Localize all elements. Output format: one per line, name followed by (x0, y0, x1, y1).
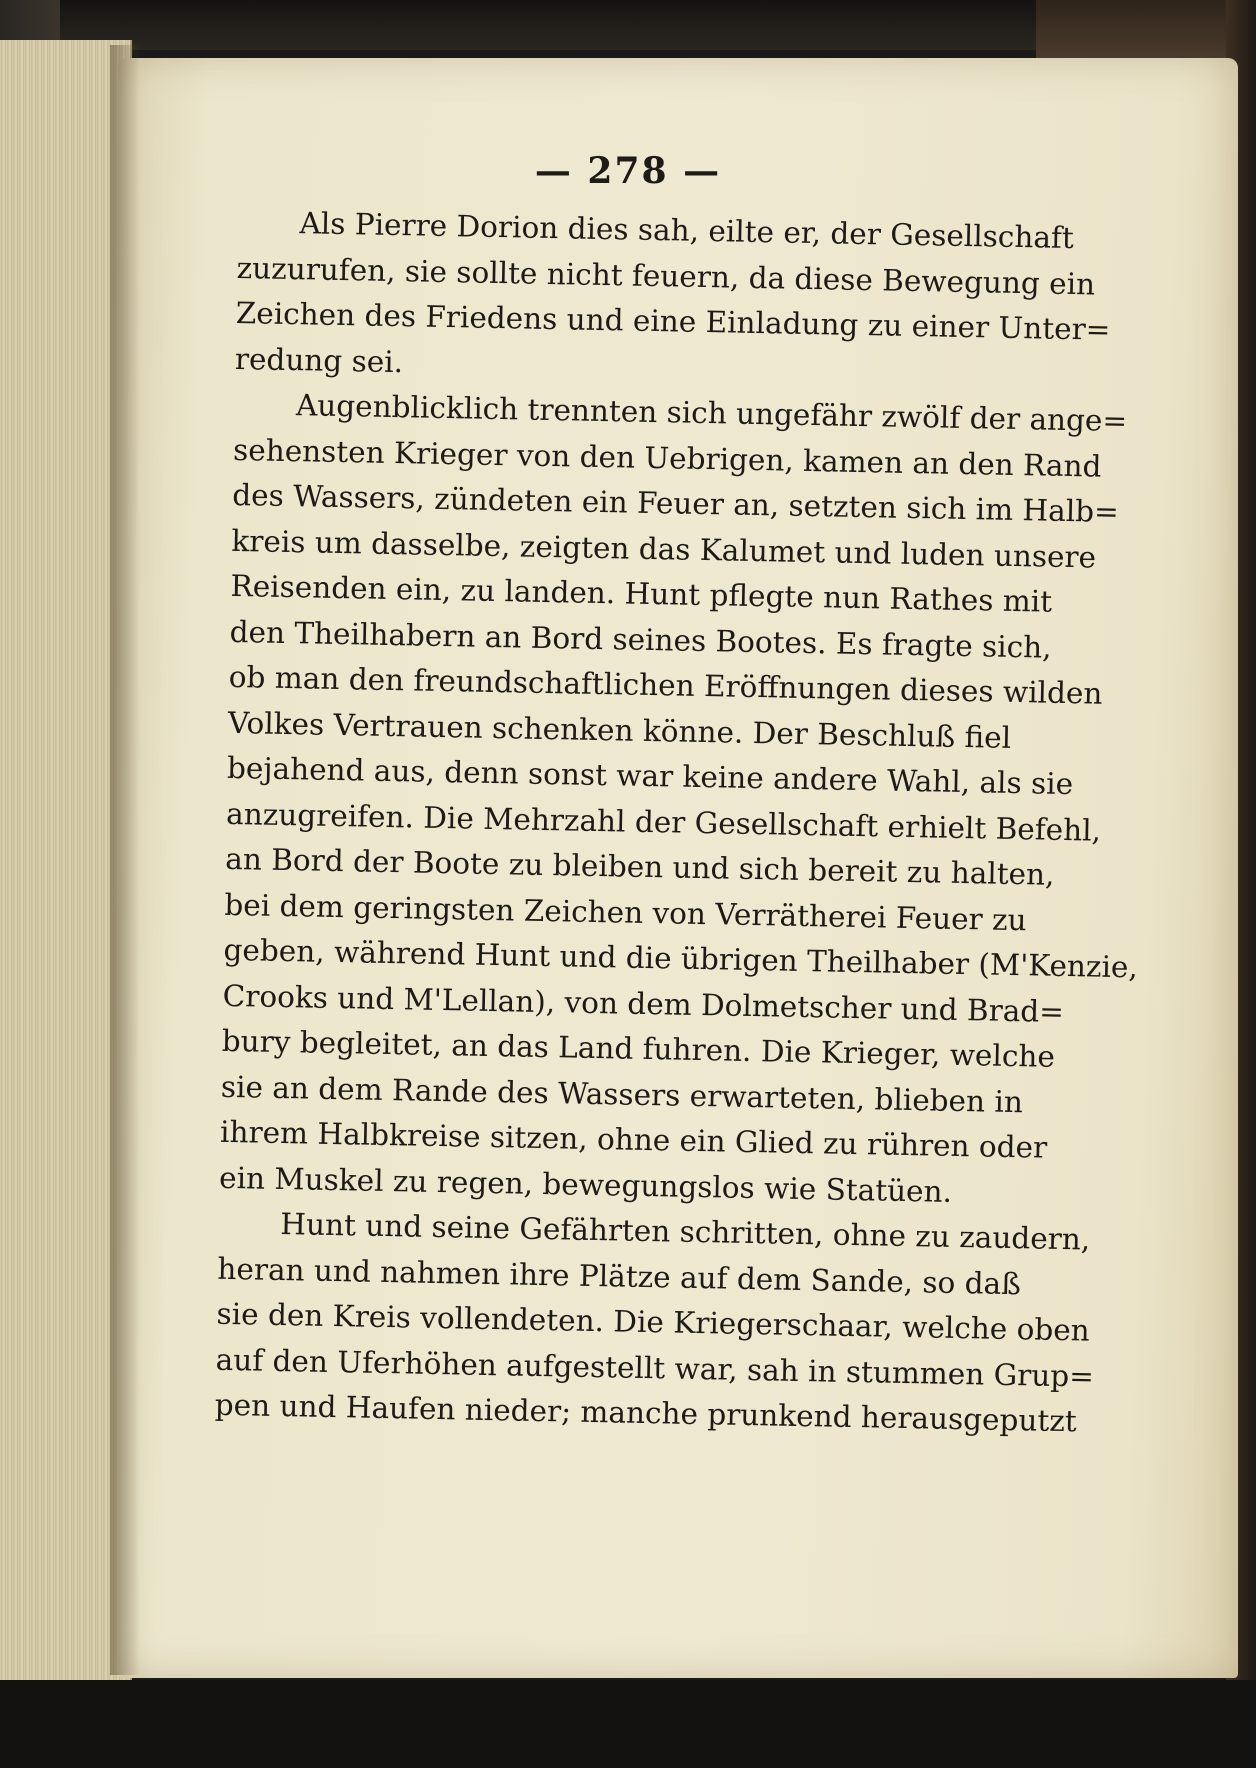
text-line: auf den Uferhöhen aufgestellt war, sah in stummen Grup= (215, 1342, 1095, 1394)
page-number: — 278 — (534, 150, 722, 192)
text-line: Volkes Vertrauen schenken könne. Der Beschluß fiel (227, 705, 1012, 755)
text-line: redung sei. (234, 341, 404, 379)
text-line: ob man den freundschaftlichen Eröffnungen dieses wilden (228, 659, 1103, 711)
paragraph-2 (218, 382, 1139, 1215)
text-line: zuzurufen, sie sollte nicht feuern, da diese Bewegung ein (236, 250, 1096, 301)
paragraph-3 (214, 1201, 1095, 1443)
text-line: bury begleitet, an das Land fuhren. Die Krieger, welche (221, 1023, 1056, 1074)
text-line: Crooks und M'Lellan), von dem Dolmetscher und Brad= (222, 978, 1065, 1029)
text-line: des Wassers, zündeten ein Feuer an, setzten sich im Halb= (232, 477, 1120, 529)
body-text (214, 200, 1139, 1443)
text-line: an Bord der Boote zu bleiben und sich bereit zu halten, (225, 841, 1055, 892)
text-line: sie den Kreis vollendeten. Die Kriegerschaar, welche oben (216, 1296, 1091, 1348)
text-line: bei dem geringsten Zeichen von Verrätherei Feuer zu (224, 887, 1027, 937)
text-line: den Theilhabern an Bord seines Bootes. Es fragte sich, (229, 614, 1052, 665)
text-line: Zeichen des Friedens und eine Einladung zu einer Unter= (235, 295, 1111, 347)
text-line: kreis um dasselbe, zeigten das Kalumet und luden unsere (231, 523, 1097, 575)
text-line: Als Pierre Dorion dies sah, eilte er, der Gesellschaft (299, 206, 1075, 256)
text-line: heran und nahmen ihre Plätze auf dem Sande, so daß (217, 1251, 1022, 1301)
spine-shadow (110, 45, 140, 1675)
text-line: Reisenden ein, zu landen. Hunt pflegte nun Rathes mit (230, 568, 1053, 619)
text-line: anzugreifen. Die Mehrzahl der Gesellschaft erhielt Befehl, (225, 796, 1102, 848)
text-line: Augenblicklich trennten sich ungefähr zwölf der ange= (295, 388, 1128, 439)
text-line: pen und Haufen nieder; manche prunkend herausgeputzt (214, 1387, 1077, 1439)
paragraph-1 (234, 200, 1111, 397)
text-line: ein Muskel zu regen, bewegungslos wie Statüen. (218, 1160, 953, 1209)
backdrop-bottom (0, 1680, 1256, 1768)
text-line: Hunt und seine Gefährten schritten, ohne zu zaudern, (280, 1207, 1091, 1257)
text-line: sehensten Krieger von den Uebrigen, kamen an den Rand (232, 432, 1102, 484)
text-line: bejahend aus, denn sonst war keine andere Wahl, als sie (226, 750, 1074, 802)
text-line: ihrem Halbkreise sitzen, ohne ein Glied zu rühren oder (219, 1114, 1048, 1165)
text-line: geben, während Hunt und die übrigen Theilhaber (M'Kenzie, (223, 932, 1139, 985)
text-line: sie an dem Rande des Wassers erwarteten, blieben in (220, 1069, 1024, 1119)
